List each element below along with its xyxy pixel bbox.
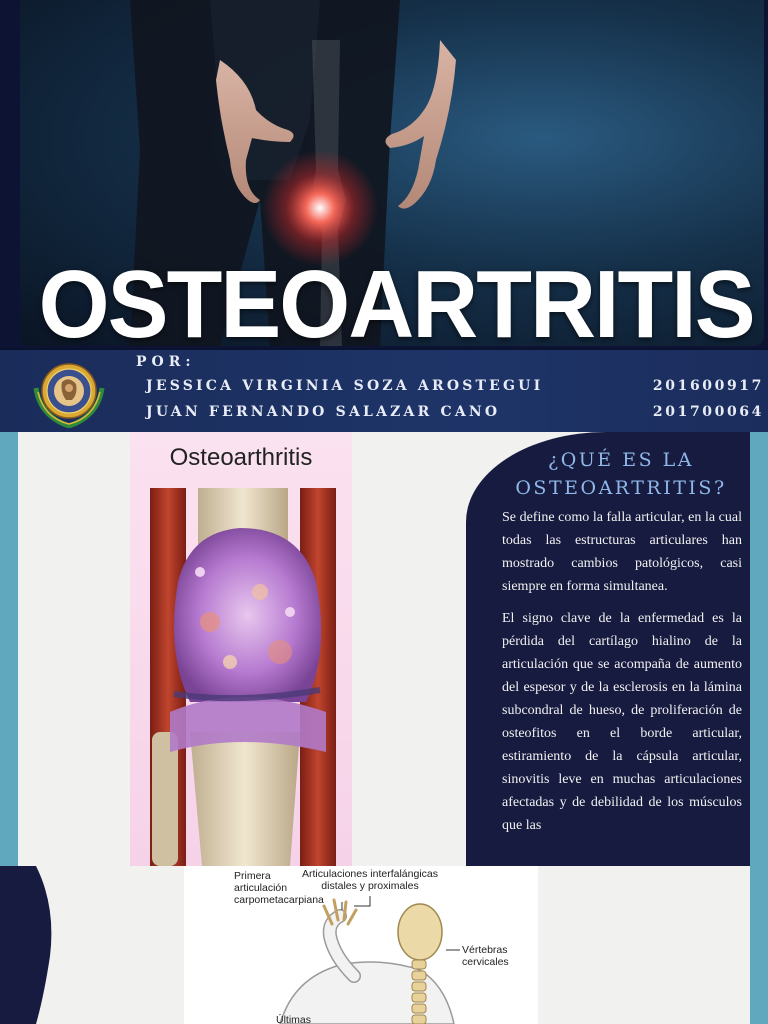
figure-label: Vértebras cervicales	[462, 944, 509, 968]
author-name: JUAN FERNANDO SALAZAR CANO	[146, 404, 501, 420]
decorative-curve	[0, 866, 56, 1024]
definition-text	[502, 506, 742, 846]
definition-panel	[466, 432, 750, 866]
knee-figure	[130, 432, 352, 866]
accent-bar	[750, 866, 768, 1024]
por-label: POR:	[136, 354, 196, 370]
accent-bar	[750, 432, 768, 866]
joints-figure	[184, 866, 538, 1024]
university-seal-icon	[32, 358, 106, 428]
paragraph: El signo clave de la enfermedad es la pérdida del cartílago hialino de la articulación que se acompaña de aumento del espesor y de la esclerosis en la lámina subcondral de hueso, de proliferación de osteofitos en el borde articular, estiramiento de la cápsula articular, sinovitis leve en muchas articulaciones afectadas y de debilidad de los músculos que las	[502, 611, 742, 833]
section-heading: ¿QUÉ ES LA OSTEOARTRITIS?	[515, 449, 727, 499]
affected-joints-section	[0, 866, 768, 1024]
page-title: OSTEOARTRITIS	[38, 251, 754, 346]
accent-bar	[0, 432, 18, 866]
paragraph: Se define como la falla articular, en la cual todas las estructuras articulares han mostrado cambios patológicos, casi siempre en forma simultanea.	[502, 510, 742, 594]
osteoarthritis-knee-illustration	[130, 432, 352, 866]
definition-section	[0, 432, 768, 866]
author-name: JESSICA VIRGINIA SOZA AROSTEGUI	[146, 378, 544, 394]
figure-label: Articulaciones interfalángicas distales y proximales	[302, 868, 438, 892]
hero-section	[0, 0, 768, 348]
author-id: 201700064	[652, 404, 764, 420]
figure-label: Primera articulación carpometacarpiana	[234, 870, 324, 906]
hero-image	[20, 0, 764, 346]
figure-caption: Osteoarthritis	[169, 444, 313, 471]
author-banner	[0, 348, 768, 432]
figure-label: Últimas	[276, 1014, 312, 1024]
author-id: 201600917	[652, 378, 764, 394]
